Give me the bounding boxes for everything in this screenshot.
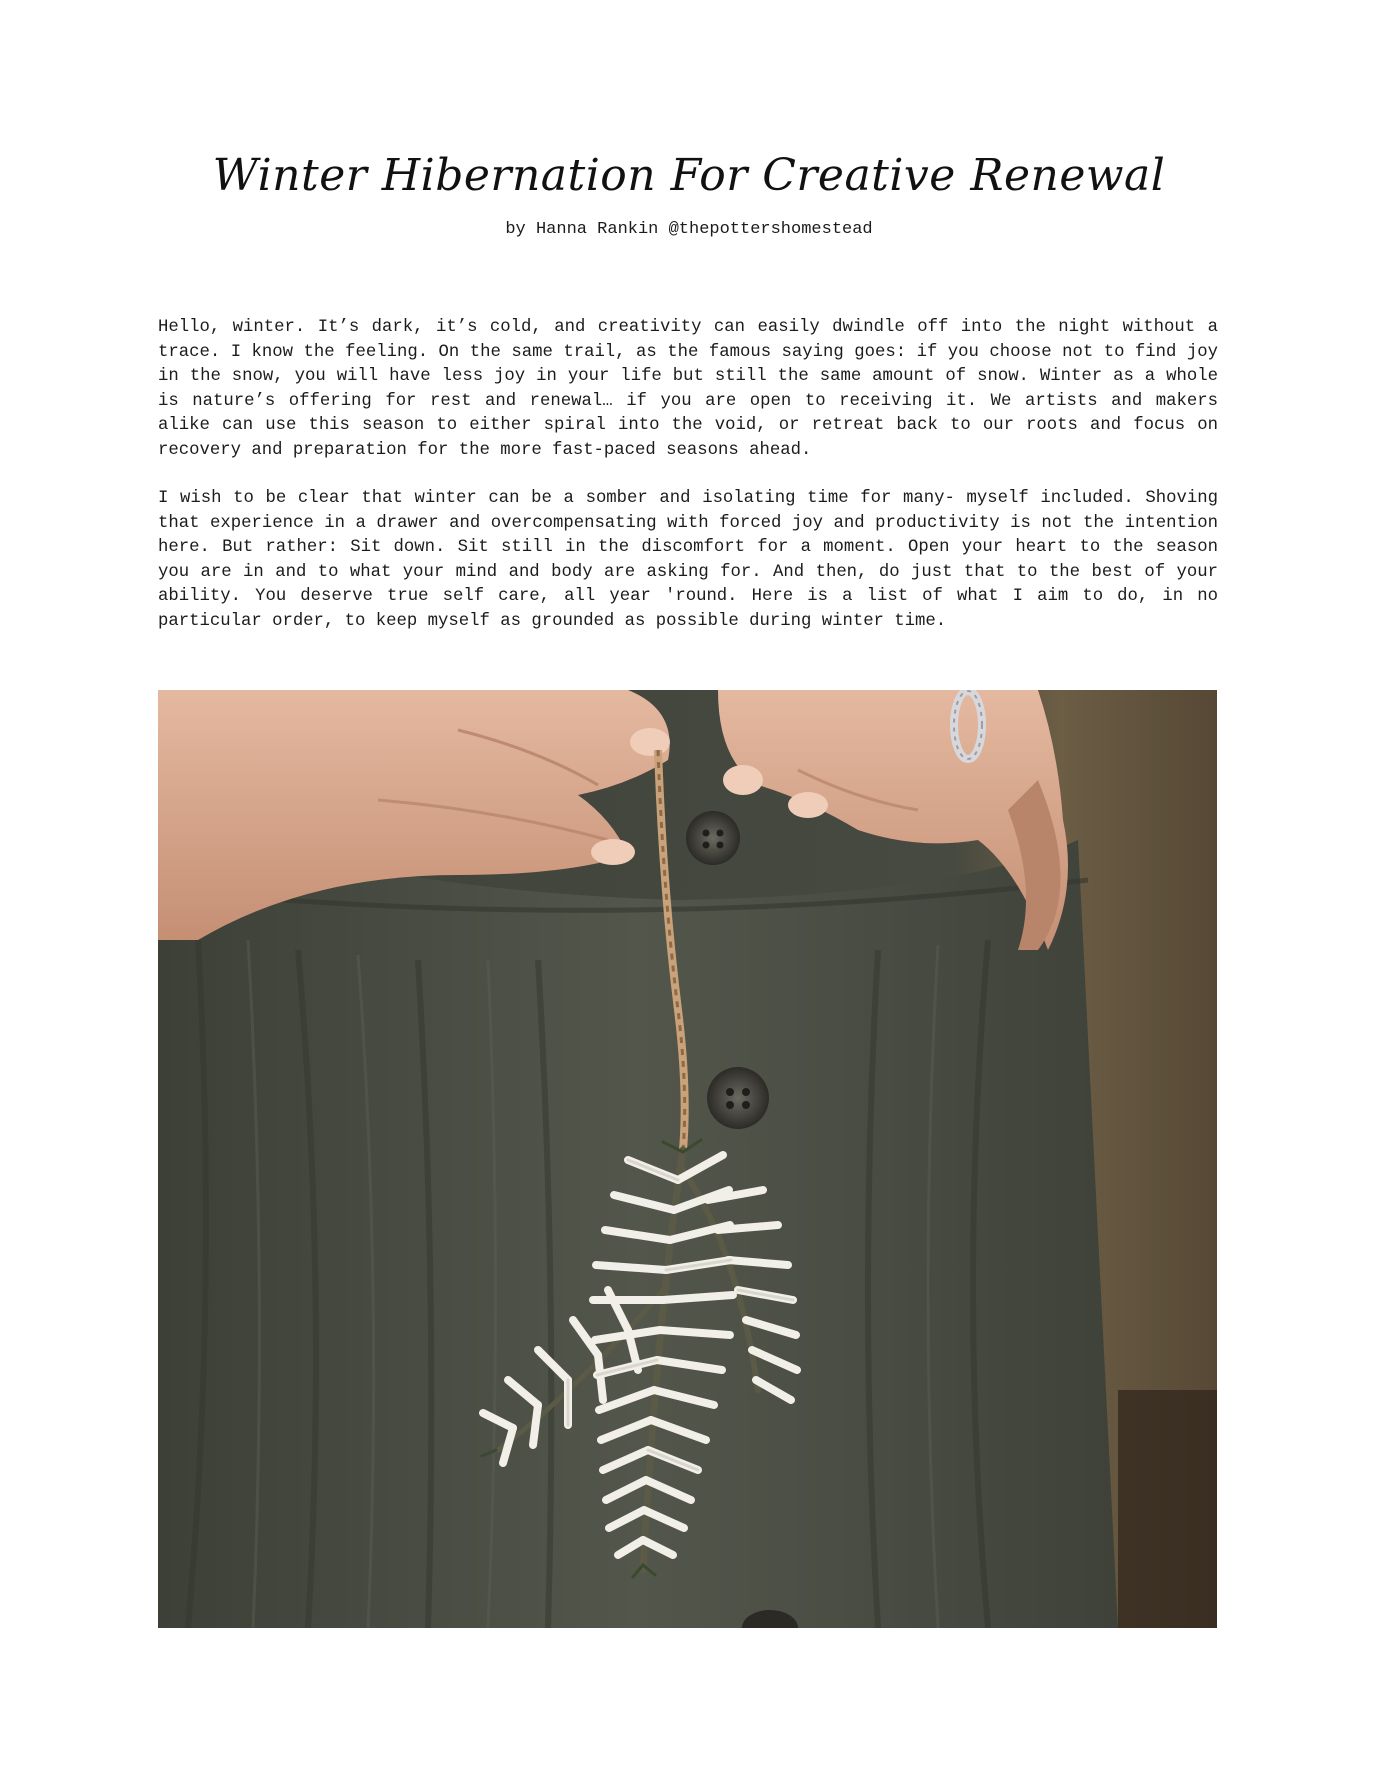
dress-button-2 [707,1067,769,1129]
article-paragraph-1: Hello, winter. It’s dark, it’s cold, and creativity can easily dwindle off into the night without a trace. I know the feeling. On the same trail, as the famous saying goes: if you choose not to find joy in the snow, you will have less joy in your life but still the same amount of snow. Winter as a whole is nature’s offering for rest and renewal… if you are open to receiving it. We artists and makers alike can use this season to either spiral into the void, or retreat back to our roots and focus on recovery and preparation for the more fast-paced seasons ahead. [158,318,1218,460]
article-paragraph-2: I wish to be clear that winter can be a somber and isolating time for many- myself included. Shoving that experience in a drawer and overcompensating with forced joy and productivity is not the intention here. But rather: Sit down. Sit still in the discomfort for a moment. Open your heart to the season you are in and to what your mind and body are asking for. And then, do just that to the best of your ability. You deserve true self care, all year 'round. Here is a list of what I aim to do, in no particular order, to keep myself as grounded as possible during winter time. [158,489,1218,631]
dress-button-1 [686,811,740,865]
article-photo [158,690,1217,1628]
article-byline: by Hanna Rankin @thepottershomestead [505,220,873,239]
article-title: Winter Hibernation For Creative Renewal [212,150,1166,201]
pine-sprig-photo-illustration [158,690,1217,1628]
